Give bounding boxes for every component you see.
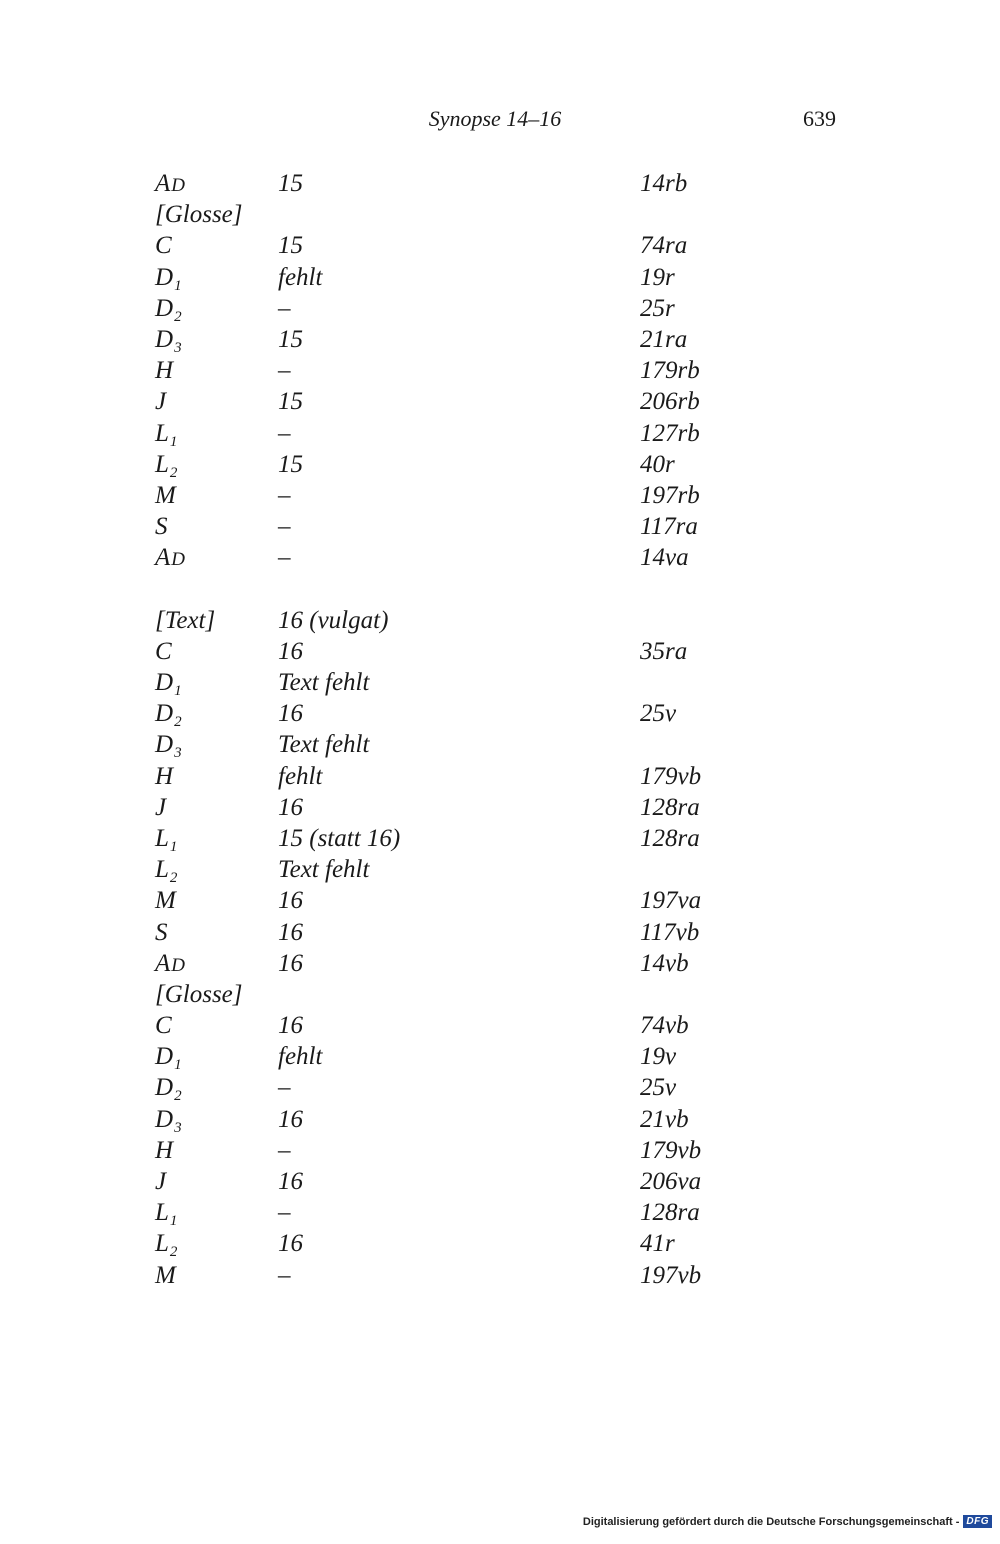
folio-cell: 197vb [640, 1261, 702, 1289]
folio-cell: 25v [640, 700, 677, 728]
folio-cell: 40r [640, 450, 675, 478]
folio-cell: 19r [640, 263, 675, 291]
siglum [155, 324, 182, 359]
chapter-cell: – [278, 481, 291, 509]
chapter-cell: 15 [278, 388, 303, 416]
siglum-subscript: 1 [169, 838, 178, 855]
synopsis-row [155, 449, 855, 480]
chapter-cell: 15 [278, 450, 303, 478]
chapter-cell: fehlt [278, 1043, 323, 1071]
folio-cell: 128ra [640, 793, 700, 821]
chapter-cell: – [278, 1074, 291, 1102]
siglum [155, 1260, 176, 1291]
siglum-subscript: 2 [169, 870, 178, 887]
synopsis-row [155, 823, 855, 854]
siglum-letter: L [155, 450, 169, 478]
siglum-subscript: 1 [174, 683, 182, 699]
siglum-letter: M [155, 1261, 176, 1289]
siglum [155, 854, 177, 889]
folio-cell: 206rb [640, 388, 700, 416]
siglum [155, 1166, 166, 1197]
synopsis-row [155, 1197, 855, 1228]
synopsis-row [155, 230, 855, 261]
siglum-small-cap: D [171, 954, 186, 976]
synopsis-row [155, 1260, 855, 1291]
synopsis-row [155, 917, 855, 948]
siglum-letter: J [155, 388, 167, 416]
folio-cell: 179vb [640, 762, 702, 790]
siglum-letter: [Glosse] [155, 980, 243, 1008]
synopsis-row [155, 1010, 855, 1041]
chapter-cell: – [278, 513, 291, 541]
folio-cell: 25r [640, 294, 675, 322]
folio-cell: 117ra [640, 513, 698, 541]
siglum-subscript: 1 [169, 433, 178, 450]
synopsis-row [155, 1228, 855, 1259]
siglum-subscript: 3 [174, 745, 182, 762]
dfg-logo: DFG [963, 1515, 992, 1528]
siglum-subscript: 1 [174, 277, 182, 294]
siglum-subscript: 1 [169, 1213, 178, 1230]
synopsis-row [155, 1041, 855, 1072]
folio-cell: 35ra [640, 637, 688, 665]
folio-cell: 197rb [640, 481, 700, 509]
siglum-letter: D [155, 731, 174, 759]
chapter-cell: 16 [278, 1105, 303, 1133]
folio-cell: 21vb [640, 1105, 689, 1133]
synopsis-table [155, 168, 855, 1291]
siglum [155, 605, 215, 636]
synopsis-row [155, 324, 855, 355]
siglum [155, 948, 185, 981]
chapter-cell: 16 [278, 1230, 303, 1258]
siglum-letter: D [155, 325, 174, 353]
siglum-subscript: 2 [174, 1088, 182, 1105]
siglum-letter: D [155, 669, 174, 696]
chapter-cell: 15 [278, 232, 303, 260]
siglum-letter: H [155, 1136, 174, 1164]
siglum [155, 293, 182, 328]
synopsis-row [155, 480, 855, 511]
siglum-small-cap: D [171, 549, 186, 571]
synopsis-row [155, 1166, 855, 1197]
siglum-letter: H [155, 357, 174, 385]
chapter-cell: – [278, 419, 291, 447]
chapter-cell: 16 [278, 918, 303, 946]
siglum-subscript: 1 [174, 1057, 182, 1074]
synopsis-row [155, 293, 855, 324]
chapter-cell: 15 [278, 170, 303, 197]
folio-cell: 127rb [640, 419, 700, 447]
siglum [155, 386, 166, 417]
chapter-cell: 16 [278, 887, 303, 915]
chapter-cell: 16 [278, 793, 303, 821]
synopsis-row [155, 636, 855, 667]
chapter-cell: 15 [278, 325, 303, 353]
chapter-cell: fehlt [278, 263, 323, 291]
siglum [155, 1135, 173, 1166]
siglum [155, 355, 173, 386]
folio-cell: 41r [640, 1230, 675, 1258]
chapter-cell: – [278, 294, 291, 322]
synopsis-row [155, 885, 855, 916]
running-title: Synopse 14–16 [428, 106, 562, 131]
folio-cell: 117vb [640, 918, 700, 946]
folio-cell: 128ra [640, 1199, 700, 1227]
siglum-letter: L [155, 824, 169, 852]
chapter-cell: 16 [278, 700, 303, 728]
chapter-cell: 16 [278, 1012, 303, 1040]
siglum [155, 729, 182, 764]
siglum [155, 1041, 182, 1076]
synopsis-row [155, 1104, 855, 1135]
chapter-cell: Text fehlt [278, 856, 370, 884]
synopsis-row [155, 729, 855, 760]
siglum-letter: [Text] [155, 606, 216, 634]
folio-cell: 74ra [640, 232, 688, 260]
synopsis-row [155, 667, 855, 698]
siglum-letter: S [155, 918, 168, 946]
siglum-letter: D [155, 294, 174, 322]
siglum-letter: L [155, 419, 169, 447]
synopsis-row [155, 761, 855, 792]
synopsis-row [155, 199, 855, 230]
chapter-cell: 15 (statt 16) [278, 824, 401, 852]
synopsis-row [155, 792, 855, 823]
chapter-cell: 16 (vulgat) [278, 606, 389, 634]
synopsis-row [155, 979, 855, 1010]
chapter-cell: – [278, 1261, 291, 1289]
siglum-letter: D [155, 1074, 174, 1102]
siglum [155, 168, 185, 201]
siglum [155, 199, 243, 230]
siglum [155, 1072, 182, 1107]
folio-cell: 128ra [640, 824, 700, 852]
folio-cell: 206va [640, 1168, 702, 1195]
siglum-letter: [Glosse] [155, 201, 243, 229]
siglum [155, 262, 182, 297]
siglum-letter: S [155, 513, 168, 541]
folio-cell: 14rb [640, 170, 688, 197]
synopsis-row [155, 355, 855, 386]
siglum [155, 667, 182, 702]
folio-cell: 179vb [640, 1136, 702, 1164]
siglum-letter: C [155, 1012, 172, 1040]
chapter-cell: – [278, 544, 291, 572]
siglum-letter: M [155, 887, 176, 915]
row-spacer [155, 573, 855, 604]
siglum [155, 1104, 182, 1139]
siglum-letter: J [155, 793, 167, 821]
siglum [155, 1228, 177, 1263]
page-number: 639 [803, 106, 836, 131]
synopsis-row [155, 948, 855, 979]
siglum [155, 917, 168, 948]
siglum [155, 1197, 177, 1232]
synopsis-row [155, 698, 855, 729]
folio-cell: 19v [640, 1043, 677, 1071]
running-head [0, 106, 1000, 140]
chapter-cell: 16 [278, 949, 303, 977]
synopsis-row [155, 542, 855, 573]
siglum [155, 1010, 172, 1041]
siglum-subscript: 3 [174, 1119, 182, 1136]
chapter-cell: – [278, 357, 291, 385]
siglum-letter: C [155, 637, 172, 665]
folio-cell: 74vb [640, 1012, 689, 1040]
footer [583, 1515, 992, 1528]
chapter-cell: – [278, 1199, 291, 1227]
siglum-letter: A [155, 544, 171, 572]
chapter-cell: Text fehlt [278, 731, 370, 759]
siglum [155, 480, 176, 511]
siglum-letter: L [155, 1199, 169, 1227]
siglum-subscript: 2 [174, 308, 182, 325]
folio-cell: 21ra [640, 325, 688, 353]
chapter-cell: – [278, 1136, 291, 1164]
synopsis-row [155, 386, 855, 417]
siglum-subscript: 2 [169, 464, 178, 481]
funding-note: Digitalisierung gefördert durch die Deutsche Forschungsgemeinschaft - [582, 1515, 960, 1528]
synopsis-row [155, 168, 855, 199]
synopsis-row [155, 854, 855, 885]
folio-cell: 14va [640, 544, 689, 572]
siglum-subscript: 2 [169, 1244, 178, 1261]
synopsis-row [155, 418, 855, 449]
siglum-letter: C [155, 232, 172, 260]
siglum-letter: H [155, 762, 174, 790]
chapter-cell: fehlt [278, 762, 323, 790]
siglum [155, 230, 172, 261]
siglum [155, 823, 177, 858]
siglum-subscript: 3 [174, 339, 182, 356]
chapter-cell: 16 [278, 1168, 303, 1195]
siglum-letter: D [155, 700, 174, 728]
folio-cell: 14vb [640, 949, 689, 977]
synopsis-row [155, 262, 855, 293]
synopsis-row [155, 1072, 855, 1103]
siglum [155, 885, 176, 916]
chapter-cell: 16 [278, 637, 303, 665]
synopsis-row [155, 605, 855, 636]
siglum-letter: L [155, 856, 169, 884]
siglum [155, 542, 185, 575]
siglum-subscript: 2 [174, 714, 182, 731]
siglum-letter: M [155, 481, 176, 509]
folio-cell: 179rb [640, 357, 700, 385]
siglum-letter: D [155, 263, 174, 291]
siglum-letter: D [155, 1043, 174, 1071]
siglum-letter: D [155, 1105, 174, 1133]
folio-cell: 25v [640, 1074, 677, 1102]
synopsis-row [155, 1135, 855, 1166]
siglum-small-cap: D [171, 175, 186, 196]
synopsis-row [155, 511, 855, 542]
chapter-cell: Text fehlt [278, 669, 370, 696]
siglum-letter: A [155, 949, 171, 977]
siglum [155, 979, 243, 1010]
siglum [155, 636, 172, 667]
siglum-letter: A [155, 170, 171, 197]
siglum [155, 418, 177, 453]
siglum-letter: L [155, 1230, 169, 1258]
folio-cell: 197va [640, 887, 702, 915]
siglum [155, 449, 177, 484]
siglum [155, 511, 168, 542]
siglum [155, 698, 182, 733]
siglum [155, 792, 166, 823]
siglum-letter: J [155, 1168, 167, 1195]
siglum [155, 761, 173, 792]
